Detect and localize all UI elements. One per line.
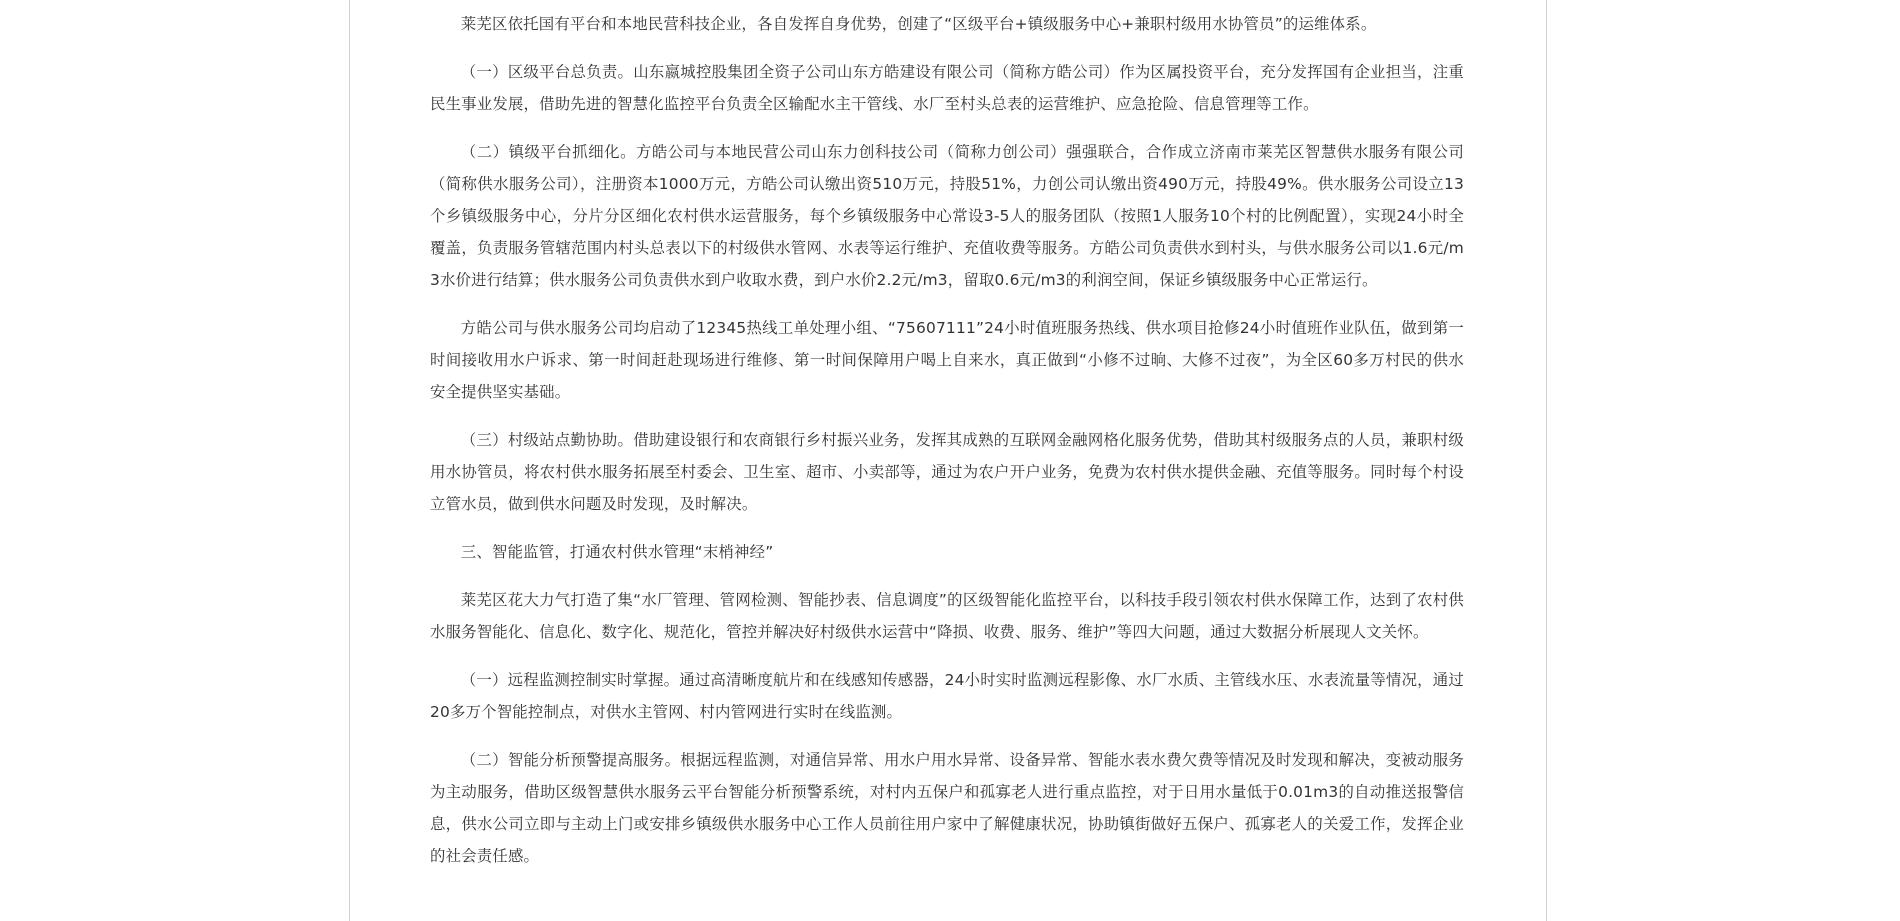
document-page: [349, 0, 1547, 921]
paragraph-remote-monitoring: （一）远程监测控制实时掌握。通过高清晰度航片和在线感知传感器，24小时实时监测远程影像、水厂水质、主管线水压、水表流量等情况，通过20多万个智能控制点，对供水主管网、村内管网进行实时在线监测。: [430, 671, 1464, 721]
paragraph-hotline: 方皓公司与供水服务公司均启动了12345热线工单处理小组、“75607111”24小时值班服务热线、供水项目抢修24小时值班作业队伍，做到第一时间接收用水户诉求、第一时间赶赴现场进行维修、第一时间保障用户喝上自来水，真正做到“小修不过晌、大修不过夜”，为全区60多万村民的供水安全提供坚实基础。: [430, 319, 1464, 401]
document-body: [430, 8, 1464, 888]
paragraph-intro: 莱芜区依托国有平台和本地民营科技企业，各自发挥自身优势，创建了“区级平台+镇级服务中心+兼职村级用水协管员”的运维体系。: [460, 15, 1377, 33]
paragraph-monitoring-platform: 莱芜区花大力气打造了集“水厂管理、管网检测、智能抄表、信息调度”的区级智能化监控平台，以科技手段引领农村供水保障工作，达到了农村供水服务智能化、信息化、数字化、规范化，管控并解决好村级供水运营中“降损、收费、服务、维护”等四大问题，通过大数据分析展现人文关怀。: [430, 591, 1464, 641]
paragraph-village-sites: （三）村级站点勤协助。借助建设银行和农商银行乡村振兴业务，发挥其成熟的互联网金融网格化服务优势，借助其村级服务点的人员，兼职村级用水协管员，将农村供水服务拓展至村委会、卫生室、超市、小卖部等，通过为农户开户业务，免费为农村供水提供金融、充值等服务。同时每个村设立管水员，做到供水问题及时发现，及时解决。: [430, 431, 1464, 513]
paragraph-smart-alerts: （二）智能分析预警提高服务。根据远程监测，对通信异常、用水户用水异常、设备异常、智能水表水费欠费等情况及时发现和解决，变被动服务为主动服务，借助区级智慧供水服务云平台智能分析预警系统，对村内五保户和孤寡老人进行重点监控，对于日用水量低于0.01m3的自动推送报警信息，供水公司立即与主动上门或安排乡镇级供水服务中心工作人员前往用户家中了解健康状况，协助镇街做好五保户、孤寡老人的关爱工作，发挥企业的社会责任感。: [430, 751, 1464, 865]
paragraph-district-platform: （一）区级平台总负责。山东嬴城控股集团全资子公司山东方皓建设有限公司（简称方皓公司）作为区属投资平台，充分发挥国有企业担当，注重民生事业发展，借助先进的智慧化监控平台负责全区输配水主干管线、水厂至村头总表的运营维护、应急抢险、信息管理等工作。: [430, 63, 1464, 113]
paragraph-town-platform: （二）镇级平台抓细化。方皓公司与本地民营公司山东力创科技公司（简称力创公司）强强联合，合作成立济南市莱芜区智慧供水服务有限公司（简称供水服务公司），注册资本1000万元，方皓公司认缴出资510万元，持股51%，力创公司认缴出资490万元，持股49%。供水服务公司设立13个乡镇级服务中心，分片分区细化农村供水运营服务，每个乡镇级服务中心常设3-5人的服务团队（按照1人服务10个村的比例配置），实现24小时全覆盖，负责服务管辖范围内村头总表以下的村级供水管网、水表等运行维护、充值收费等服务。方皓公司负责供水到村头，与供水服务公司以1.6元/m3水价进行结算；供水服务公司负责供水到户收取水费，到户水价2.2元/m3，留取0.6元/m3的利润空间，保证乡镇级服务中心正常运行。: [430, 143, 1464, 289]
section-heading-smart-supervision: 三、智能监管，打通农村供水管理“末梢神经”: [460, 543, 774, 561]
